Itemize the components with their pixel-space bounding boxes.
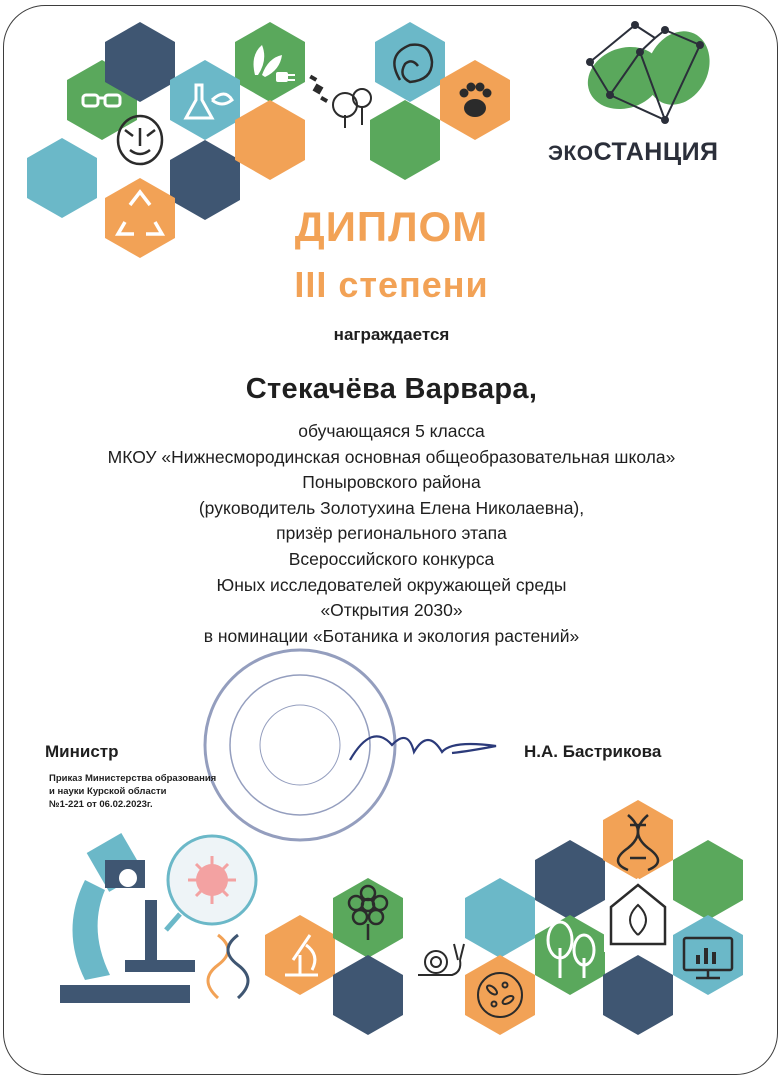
handwritten-signature xyxy=(350,736,496,760)
hex-navy-5 xyxy=(603,955,673,1035)
official-stamp xyxy=(205,650,395,840)
logo-prefix: ЭКО xyxy=(548,142,594,165)
recipient-name: Стекачёва Варвара, xyxy=(245,373,538,405)
hex-orange-5 xyxy=(465,955,535,1035)
dna-small-icon xyxy=(208,935,248,998)
description-line: Поныровского района xyxy=(302,472,481,493)
order-line: Приказ Министерства образования xyxy=(49,773,217,784)
hex-orange-6 xyxy=(603,800,673,880)
hex-orange-1 xyxy=(235,100,305,180)
hex-navy-3 xyxy=(333,955,403,1035)
ecostation-logo xyxy=(579,21,721,124)
hex-navy-4 xyxy=(535,840,605,920)
trees-icon xyxy=(333,89,371,128)
order-line: и науки Курской области xyxy=(49,786,167,797)
snail-icon xyxy=(418,944,464,975)
diploma-title: ДИПЛОМ xyxy=(294,203,489,250)
awarded-label: награждается xyxy=(333,325,450,344)
house-leaf-icon xyxy=(604,878,672,952)
description-line: в номинации «Ботаника и экология растений» xyxy=(203,625,580,646)
description-line: МКОУ «Нижнесмородинская основная общеобразовательная школа» xyxy=(107,446,676,467)
hex-green-6 xyxy=(673,840,743,920)
signer-name: Н.А. Бастрикова xyxy=(524,742,662,761)
description-line: Всероссийского конкурса xyxy=(288,548,495,569)
description-line: (руководитель Золотухина Елена Николаевна), xyxy=(198,497,585,518)
description-line: обучающаяся 5 класса xyxy=(298,421,485,441)
logo-suffix: СТАНЦИЯ xyxy=(593,138,719,166)
satellite-icon xyxy=(309,75,328,103)
bottom-hex-cluster xyxy=(265,800,743,1035)
order-reference xyxy=(49,772,216,811)
hex-teal-4 xyxy=(465,878,535,958)
virus-icon xyxy=(166,836,256,930)
order-line: №1-221 от 06.02.2023г. xyxy=(49,799,153,810)
description-line: призёр регионального этапа xyxy=(276,523,507,544)
description-line: «Открытия 2030» xyxy=(320,600,463,621)
description-line: Юных исследователей окружающей среды xyxy=(216,574,567,595)
award-description xyxy=(0,419,783,649)
diploma-degree: III степени xyxy=(294,264,489,305)
tiger-icon xyxy=(118,116,162,164)
logo-wordmark xyxy=(548,138,719,167)
signer-position: Министр xyxy=(45,742,119,761)
hex-green-3 xyxy=(370,100,440,180)
